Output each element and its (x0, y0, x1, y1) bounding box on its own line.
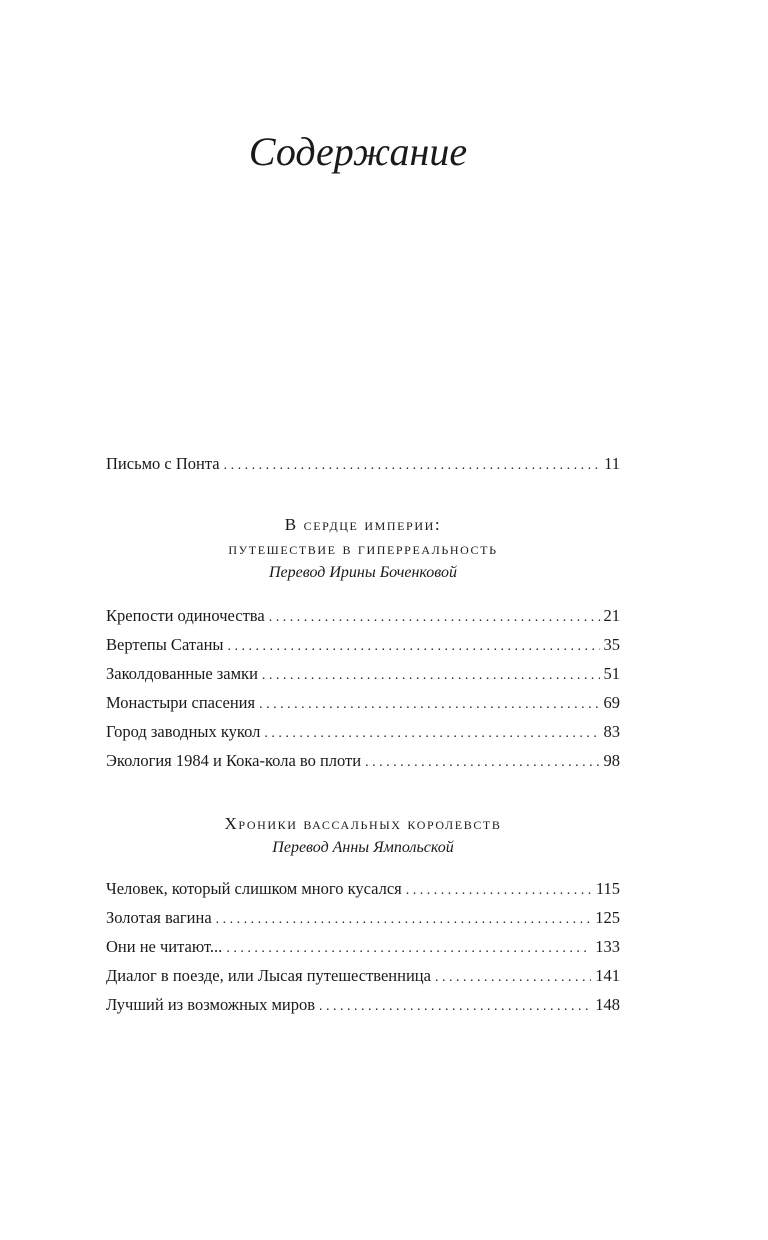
section-heading (106, 513, 620, 585)
entry-page: 83 (603, 722, 620, 741)
toc-entry[interactable] (106, 751, 620, 780)
dot-leader (228, 639, 600, 655)
entry-page: 98 (603, 751, 620, 770)
entry-page: 148 (595, 995, 620, 1014)
toc-entry[interactable] (106, 454, 620, 483)
dot-leader (435, 970, 591, 986)
toc-entry[interactable] (106, 908, 620, 937)
entry-title: Письмо с Понта (106, 454, 220, 473)
entry-page: 133 (595, 937, 620, 956)
dot-leader (216, 912, 592, 928)
entry-title: Город заводных кукол (106, 722, 261, 741)
entry-page: 35 (603, 635, 620, 654)
toc-entry[interactable] (106, 693, 620, 722)
section-translator: Перевод Анны Ямпольской (272, 839, 454, 856)
entry-page: 11 (604, 454, 620, 473)
section-title-line1: Хроники вассальных королевств (224, 814, 502, 833)
page-title: Содержание (248, 129, 468, 174)
section-heading (106, 812, 620, 860)
entry-title: Золотая вагина (106, 908, 212, 927)
entry-title: Экология 1984 и Кока-кола во плоти (106, 751, 362, 770)
entry-title: Заколдованные замки (106, 664, 258, 683)
dot-leader (226, 941, 591, 957)
toc-entry[interactable] (106, 937, 620, 966)
dot-leader (406, 883, 592, 899)
toc-entry[interactable] (106, 879, 620, 908)
entry-title: Крепости одиночества (106, 606, 265, 625)
toc-section-1 (106, 606, 620, 780)
entry-page: 125 (595, 908, 620, 927)
entry-title: Они не читают... (106, 937, 223, 956)
entry-page: 141 (595, 966, 620, 985)
toc-entry[interactable] (106, 606, 620, 635)
entry-page: 51 (603, 664, 620, 683)
toc-entry[interactable] (106, 966, 620, 995)
section-title-line2: путешествие в гиперреальность (228, 539, 498, 558)
dot-leader (224, 458, 601, 474)
toc-entry[interactable] (106, 664, 620, 693)
entry-title: Лучший из возможных миров (106, 995, 316, 1014)
entry-title: Диалог в поезде, или Лысая путешественница (106, 966, 431, 985)
toc-entry[interactable] (106, 635, 620, 664)
toc-entry[interactable] (106, 722, 620, 751)
dot-leader (365, 755, 599, 771)
toc-entry[interactable] (106, 995, 620, 1024)
entry-title: Монастыри спасения (106, 693, 256, 712)
entry-page: 115 (595, 879, 620, 898)
dot-leader (264, 726, 599, 742)
dot-leader (262, 668, 600, 684)
dot-leader (319, 999, 591, 1015)
toc-section-2 (106, 879, 620, 1024)
entry-page: 21 (603, 606, 620, 625)
dot-leader (269, 610, 600, 626)
dot-leader (259, 697, 599, 713)
entry-page: 69 (603, 693, 620, 712)
entry-title: Человек, который слишком много кусался (106, 879, 402, 898)
entry-title: Вертепы Сатаны (106, 635, 224, 654)
section-title-line1: В сердце империи: (284, 515, 442, 534)
toc-intro (106, 454, 620, 483)
section-translator: Перевод Ирины Боченковой (268, 564, 457, 581)
